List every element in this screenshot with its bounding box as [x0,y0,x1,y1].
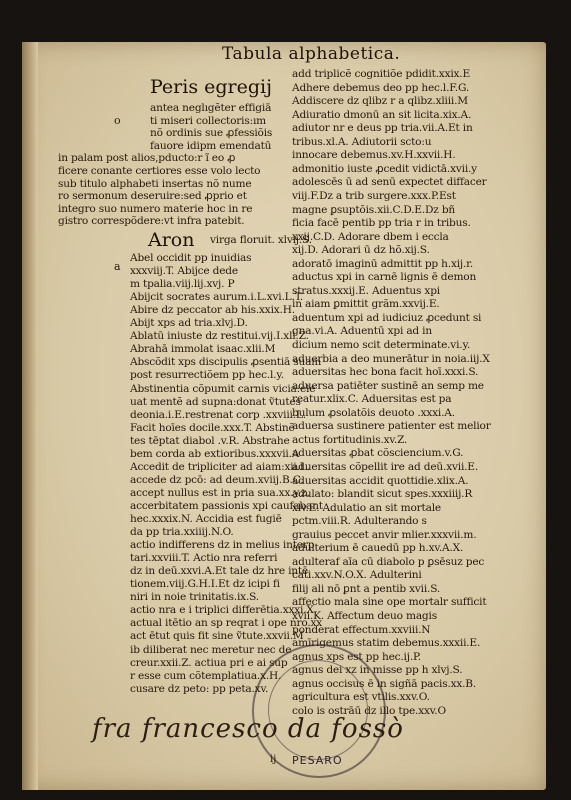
right-index-entry: magne ꝑsuptõis.xii.C.D.E.Dz bñ [292,203,456,216]
right-index-entry: agnus dei xz in misse pp h xlvj.S. [292,664,463,677]
right-index-entry: bulum ꝓsolatõis deuoto .xxxi.A. [292,406,455,419]
right-index-entry: reatur.xlix.C. Aduersitas est pa [292,393,452,406]
right-index-entry: in aiam ꝑmittit grãm.xxvij.E. [292,298,440,311]
right-index-entry: cati.xxv.N.O.X. Adulterini [292,569,422,582]
aron-entry: virga floruit. xlvij.S. [210,234,312,246]
right-index-entry: affectio mala sine ope mortalr sufficit [292,596,487,609]
right-index-entry: Adhere debemus deo pp hec.l.F.G. [292,81,469,94]
left-index-entry: deonia.i.E.restrenat corp .xxviii.L. [130,408,306,421]
right-index-entry: innocare debemus.xv.H.xxvii.H. [292,149,456,162]
left-intro-line: nõ ordinis sue ꝓfessiõis [150,127,273,140]
right-index-entry: Adiuratio dmonū an sit licita.xix.A. [292,108,472,121]
left-index-entry: r esse cum cõtemplatiua.x.H. [130,669,282,682]
library-stamp-inner-ring [268,660,368,760]
right-index-entry: ficia facē pentib pp tria r in tribus. [292,217,471,230]
left-index-entry: Facit hoīes docile.xxx.T. Abstinẽ [130,421,295,434]
left-index-entry: Abstinentia cõpumit carnis vicia:ele [130,382,316,395]
left-index-entry: accerbitatem passionis xpi caufabant [130,499,323,512]
left-index-entry: ib diliberat nec meretur nec de [130,643,292,656]
right-index-entry: agnus xps est pp hec.ij.P. [292,650,421,663]
left-index-entry: Abire dz peccator ab his.xxix.H. [130,304,295,317]
left-index-entry: post resurrectiõem pp hec.l.y. [130,369,284,382]
left-intro-line: fauore idipm emendatū [150,139,272,152]
right-index-entry: pctm.viii.R. Adulterando s [292,515,427,528]
left-index-entry: actio indifferens dz in melius interp [130,539,315,552]
left-index-entry: Ablatū iniuste dz restitui.vij.I.xli.Z. [130,330,309,343]
left-intro-line: antea neglıgẽter effigiā [150,102,272,114]
right-index-entry: aduersitas accidit quottidie.xlix.A. [292,474,469,487]
left-index-entry: niri in noie trinitatis.ix.S. [130,591,259,604]
left-index-entry: creur.xxii.Z. actiua pri e ai sup [130,656,288,669]
initial-heading: Peris egregij [150,76,272,98]
right-index-entry: aduersitas ꝓbat cõsciencium.v.G. [292,447,464,460]
left-index-entry: Abscõdit xps discipulis ꝓsentiā suam [130,356,322,369]
right-index-entry: amīrigemus statim debemus.xxxii.E. [292,637,481,650]
right-index-entry: xij.D. Adorari ū dz hõ.xij.S. [292,244,430,257]
right-index-entry: ponderat effectum.xxviii.N [292,623,431,636]
left-index-entry: uat mentẽ ad supna:donat ṽtutes [130,395,301,408]
right-index-entry: aductus xpi in carnē lignis ē demon [292,271,477,284]
library-stamp-text: PESARO [292,754,343,767]
left-index-entry: m tpalia.viij.lij.xvj. P [130,278,235,291]
left-index-entry: cusare dz peto: pp peta.xv. [130,682,269,695]
left-intro-line: integro suo numero materie hoc in re [58,202,253,215]
right-index-entry: grauius peccet anvir mlier.xxxvii.m. [292,528,477,541]
right-index-entry: colo is ostrāū dz illo tpe.xxv.O [292,704,446,717]
page-binding-edge [22,42,38,790]
right-index-entry: aduersitas cõpellit ire ad deū.xvii.E. [292,460,479,473]
right-index-entry: viij.F.Dz a trib surgere.xxx.P.Est [292,189,456,202]
right-index-entry: Addiscere dz qlibz r a qlibz.xliii.M [292,95,468,108]
left-intro-line: ti miseri collectoris:ım [150,114,266,127]
left-index-entry: Abijt xps ad tria.xlvj.D. [130,317,248,330]
right-index-entry: adulterium ē cauedū pp h.xv.A.X. [292,542,464,555]
right-index-entry: agnus occisus ē in sigñā pacis.xx.B. [292,677,477,690]
left-index-entry: tari.xxviii.T. Actio nra referri [130,552,278,565]
right-index-entry: stratus.xxxij.E. Aduentus xpi [292,284,440,297]
margin-mark: a [114,260,121,273]
right-index-entry: actus fortitudinis.xv.Z. [292,433,408,446]
left-index-entry: accept nullus est in pria sua.xx.y.z. [130,486,310,499]
left-index-entry: dz in deū.xxvi.A.Et tale dz hre intē [130,565,309,578]
left-index-entry: xxxviij.T. Abijce dede [130,265,238,278]
left-intro-line: gistro correspõdere:vt infra patebit. [58,215,245,228]
left-index-entry: da pp tria.xxiiij.N.O. [130,526,234,539]
left-index-entry: bem corda ab extioribus.xxxvii.A [130,447,300,460]
left-intro-line: sub titulo alphabeti insertas nõ nume [58,177,252,190]
right-index-entry: xlv.E. Adulatio an sit mortale [292,501,441,514]
right-index-entry: agricultura est vtilis.xxv.O. [292,691,430,704]
right-index-entry: xvii.K. Affectum deuo magis [292,610,437,622]
left-index-entry: act ētut quis fit sine ṽtute.xxvii.M [130,630,304,643]
handwritten-signature: fra francesco da fossò [92,714,404,744]
left-intro-line: in palam post alios,pducto:r ĩ eo ꝓ [58,152,236,165]
right-index-entry: aduerbia a deo munerātur in noia.iij.X [292,352,490,365]
right-index-entry: gna.vi.A. Aduentū xpi ad in [292,325,432,338]
right-index-entry: tribus.xl.A. Adiutorii scto:u [292,135,432,148]
right-index-entry: aduersa sustinere patienter est melior [292,420,491,433]
left-index-entry: Abel occidit pp inuidias [130,252,252,264]
left-intro-line: ro sermonum deseruire:sed ꝓprio et [58,190,247,203]
aron-heading: Aron [148,229,195,251]
right-index-entry: adoratō imaginū admittit pp h.xij.r. [292,257,474,270]
right-index-entry: add triplicẽ cognitiõe pdidit.xxix.E [292,68,471,80]
left-index-entry: accede dz pcō: ad deum.xviij.B.C. [130,473,304,486]
right-index-entry: aduentum xpi ad iudiciuz ꝓcedunt si [292,311,482,324]
right-index-entry: aduersa patiēter sustinē an semp me [292,379,484,392]
right-index-entry: aduersitas hec bona facit hoī.xxxi.S. [292,366,479,379]
right-index-entry: adulato: blandit sicut spes.xxxiiij.R [292,488,473,501]
left-index-entry: Abrahā immolat isaac.xlii.M [130,343,276,356]
right-index-entry: adiutor nr e deus pp tria.vii.A.Et in [292,122,473,135]
left-index-entry: actual itētio an sp reqrat i ope nro.xx [130,617,323,630]
left-index-entry: actio nra e i triplici differētia.xxxi.X. [130,604,317,617]
left-index-entry: tionem.viij.G.H.I.Et dz icipi fi [130,578,280,591]
right-index-entry: xxij.C.D. Adorare dbem i eccla [292,230,449,243]
book-page [22,42,546,790]
left-index-entry: tes tēptat diabol .v.R. Abstrahe [130,434,290,447]
left-index-entry: Accedit de tripliciter ad aiam:xii.L. [130,460,310,473]
left-index-entry: Abijcit socrates aurum.i.L.xvi.L.T. [130,291,304,304]
left-index-entry: hec.xxxix.N. Accidia est fugiē [130,513,282,525]
right-index-entry: dicium nemo scit determinate.vi.y. [292,339,470,351]
right-index-entry: adulteraf aīa cū diabolo p ꝑsēsuz pec [292,555,485,568]
right-index-entry: filij ali nō ꝑnt a pentib xvii.S. [292,582,441,595]
left-intro-line: ficere conante certiores esse volo lecto [58,165,261,177]
page-title: Tabula alphabetica. [222,44,401,64]
margin-mark: o [114,114,121,127]
page-number: ij [270,754,277,765]
right-index-entry: admonitio iuste ꝓcedit vidictā.xvii.y [292,162,477,175]
right-index-entry: adolescēs ū ad senū expectet diffacer [292,176,487,189]
